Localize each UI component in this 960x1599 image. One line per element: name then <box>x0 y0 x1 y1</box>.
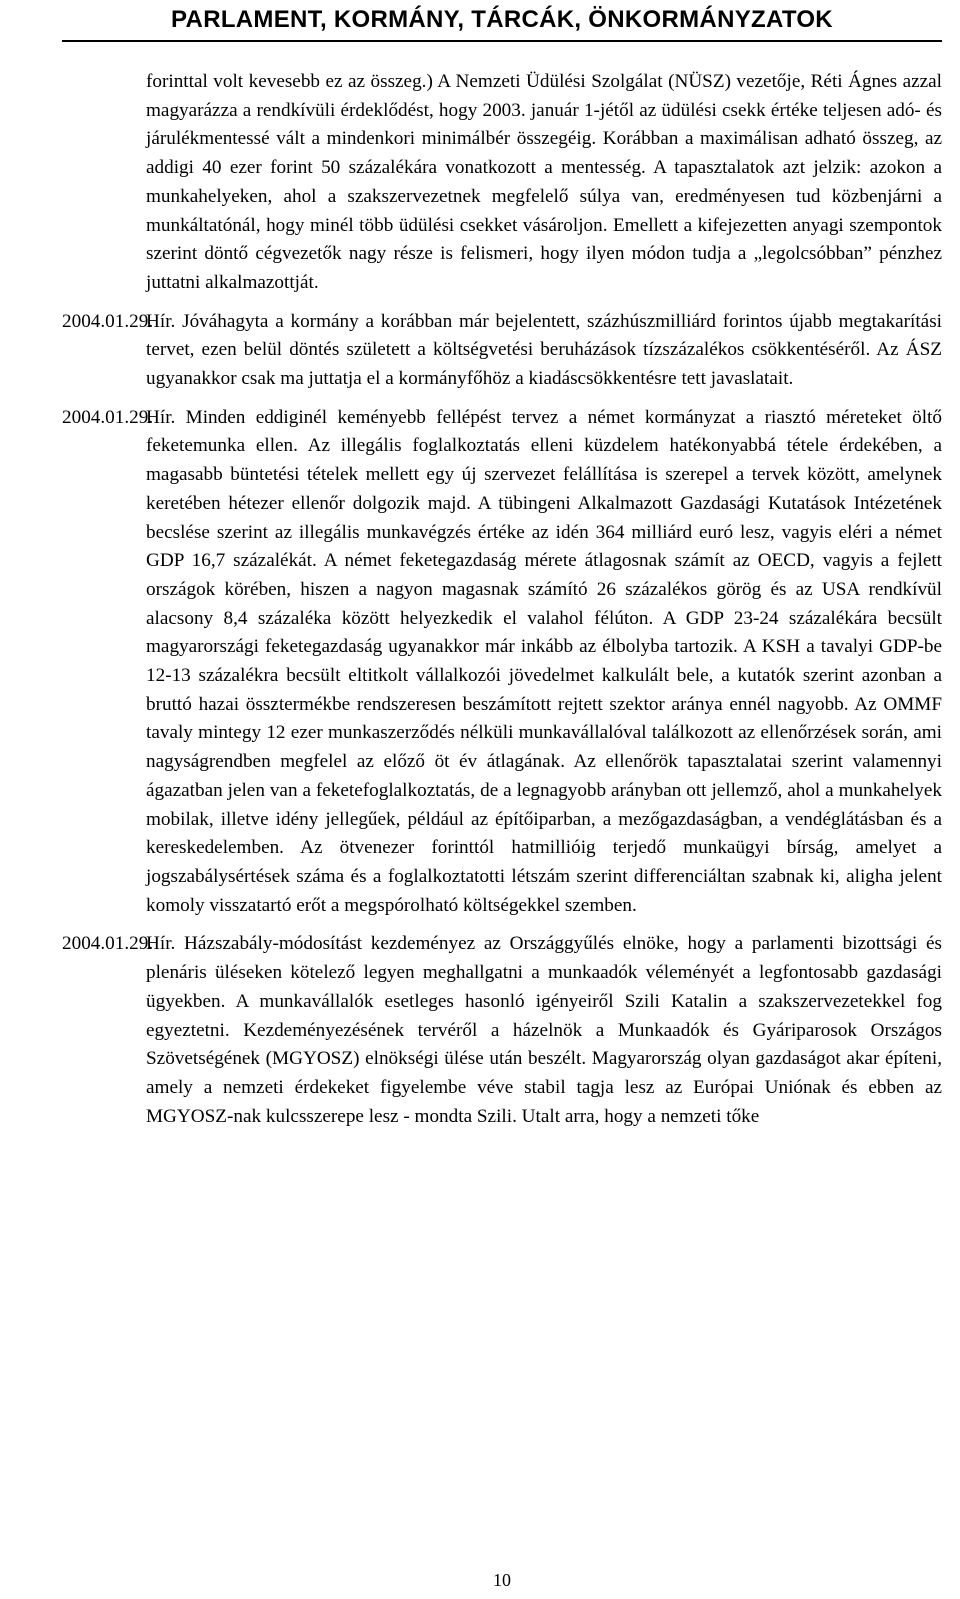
running-header <box>62 0 942 42</box>
entry-text: Hír. Jóváhagyta a kormány a korábban már bejelentett, százhúszmilliárd forintos újabb megtakarítási tervet, ezen belül döntés született a költségvetési beruházások tízszázalékos csökkentéséről. Az ÁSZ ugyanakkor csak ma juttatja el a kormányfőhöz a kiadáscsökkentésre tett javaslatait. <box>146 310 942 390</box>
entry-date: 2004.01.29. <box>62 933 154 955</box>
news-entry <box>62 68 942 298</box>
entry-date: 2004.01.29. <box>62 406 154 428</box>
entry-date <box>62 68 146 298</box>
news-entries <box>62 68 942 1131</box>
entry-text: forinttal volt kevesebb ez az összeg.) A Nemzeti Üdülési Szolgálat (NÜSZ) vezetője, Réti Ágnes azzal magyarázza a rendkívüli érdeklődést, hogy 2003. január 1-jétől az üdülési csekk értéke teljesen adó- és járulékmentessé vált a mindenkori minimálbér összegéig. Korábban a maximálisan adható összeg, az addigi 40 ezer forint 50 százalékára vonatkozott a mentesség. A tapasztalatok azt jelzik: azokon a munkahelyeken, ahol a szakszervezetnek megfelelő súlya van, eredményesen tud közbenjárni a munkáltatónál, hogy minél több üdülési csekket vásároljon. Emellett a kifejezetten anyagi szempontok szerint döntő cégvezetők nagy része is felismeri, hogy ilyen módon tudja a „legolcsóbban” pénzhez juttatni alkalmazottját. <box>146 71 942 293</box>
news-entry <box>62 930 942 1131</box>
news-entry <box>62 404 942 921</box>
entry-text: Hír. Minden eddiginél keményebb fellépést tervez a német kormányzat a riasztó méreteket öltő feketemunka ellen. Az illegális foglalkoztatás elleni küzdelem hatékonyabbá tétele érdekében, a magasabb büntetési tételek mellett egy új szervezet felállítása is szerepel a tervek között, amelynek keretében hétezer ellenőr dolgozik majd. A tübingeni Alkalmazott Gazdasági Kutatások Intézetének becslése szerint az illegális munkavégzés értéke az idén 364 milliárd euró lesz, vagyis eléri a német GDP 16,7 százalékát. A német feketegazdaság mérete átlagosnak számít az OECD, vagyis a fejlett országok körében, hiszen a nagyon magasnak számító 26 százalékos görög és az USA rendkívül alacsony 8,4 százaléka között helyezkedik el valahol félúton. A GDP 23-24 százalékára becsült magyarországi feketegazdaság ugyanakkor már inkább az élbolyba tartozik. A KSH a tavalyi GDP-be 12-13 százalékra becsült eltitkolt vállalkozói jövedelmet kalkulált bele, a kutatók szerint azonban a bruttó hazai össztermékbe rendszeresen beszámított rejtett szektor aránya ennél nagyobb. Az OMMF tavaly mintegy 12 ezer munkaszerződés nélküli munkavállalóval találkozott az ellenőrzések során, ami nagyságrendben megfelel az előző öt év átlagának. Az ellenőrök tapasztalatai szerint valamennyi ágazatban jelen van a feketefoglalkoztatás, de a legnagyobb arányban ott jellemző, ahol a munkahelyek mobilak, illetve idény jellegűek, például az építőiparban, a mezőgazdaságban, a vendéglátásban és a kereskedelemben. Az ötvenezer forinttól hatmillióig terjedő munkaügyi bírság, amelyet a jogszabálysértések száma és a foglalkoztatotti létszám szerint differenciáltan szabnak ki, aligha jelent komoly visszatartó erőt a megspórolható költségekkel szemben. <box>146 406 942 916</box>
news-entry <box>62 308 942 394</box>
entry-text: Hír. Házszabály-módosítást kezdeményez az Országgyűlés elnöke, hogy a parlamenti bizottsági és plenáris üléseken kötelező legyen meghallgatni a munkaadók véleményét a legfontosabb gazdasági ügyekben. A munkavállalók esetleges hasonló igényeiről Szili Katalin a szakszervezetekkel fog egyeztetni. Kezdeményezésének tervéről a házelnök a Munkaadók és Gyáriparosok Országos Szövetségének (MGYOSZ) elnökségi ülése után beszélt. Magyarország olyan gazdaságot akar építeni, amely a nemzeti érdekeket figyelembe véve stabil tagja lesz az Európai Uniónak és ebben az MGYOSZ-nak kulcsszerepe lesz - mondta Szili. Utalt arra, hogy a nemzeti tőke <box>146 933 942 1127</box>
page-number: 10 <box>493 1570 511 1590</box>
header-title: PARLAMENT, KORMÁNY, TÁRCÁK, ÖNKORMÁNYZATOK <box>171 6 833 33</box>
entry-date: 2004.01.29. <box>62 310 154 332</box>
